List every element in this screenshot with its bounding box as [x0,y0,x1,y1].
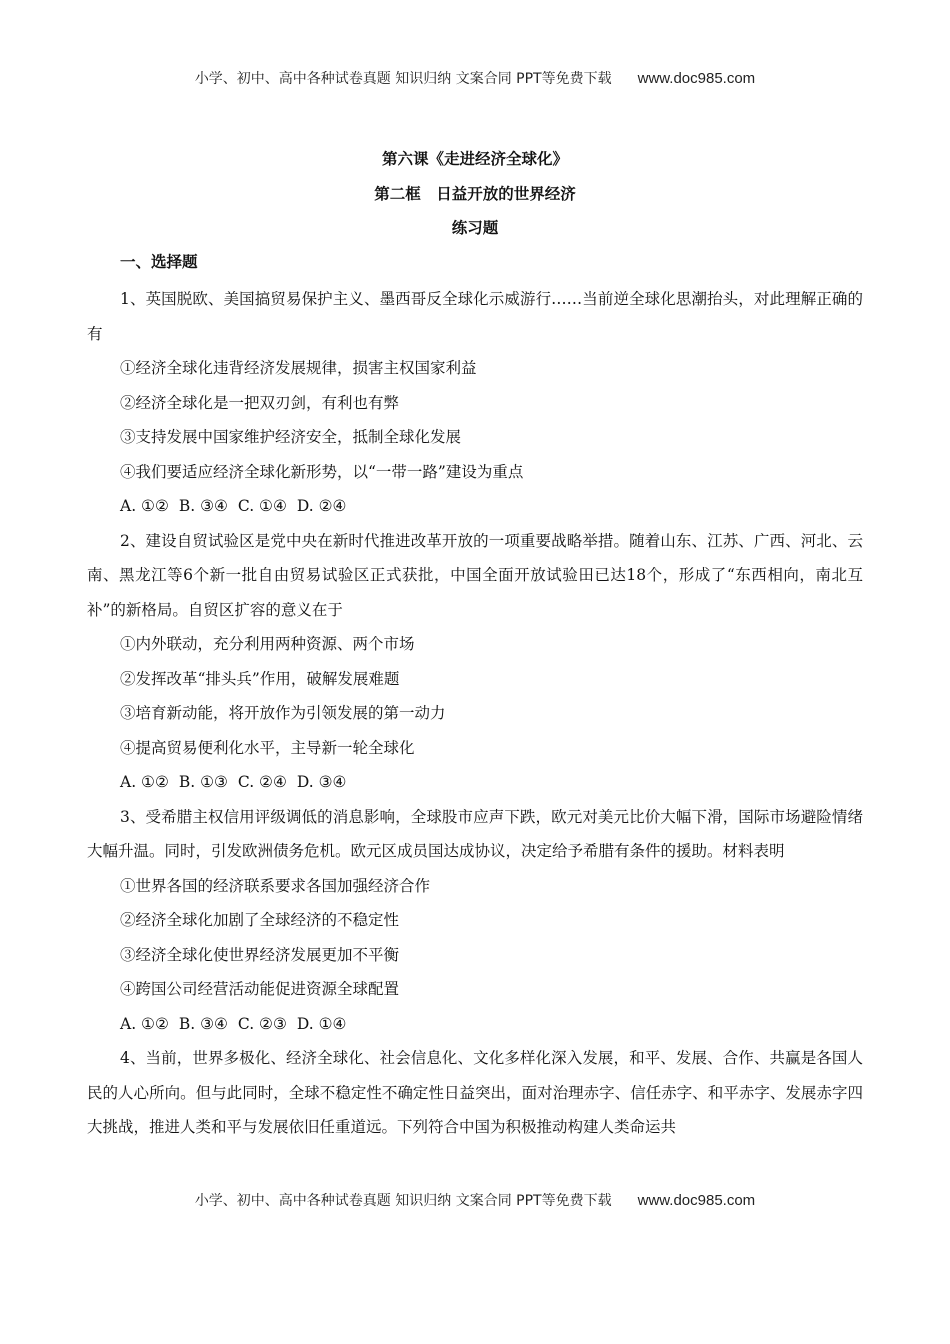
question-option: ③支持发展中国家维护经济安全，抵制全球化发展 [120,428,462,446]
question-stem: 3、受希腊主权信用评级调低的消息影响，全球股市应声下跌，欧元对美元比价大幅下滑，国际市场避险情绪大幅升温。同时，引发欧洲债务危机。欧元区成员国达成协议，决定给予希腊有条件的援助。材料表明 [87,807,863,860]
choice-b: B. ③④ [178,1014,228,1033]
choice-d: D. ①④ [296,1014,347,1033]
question-option: ③培育新动能，将开放作为引领发展的第一动力 [120,704,446,722]
section-heading: 一、选择题 [120,253,198,271]
question-list [87,282,863,1182]
question-option: ②发挥改革“排头兵”作用，破解发展难题 [120,669,400,688]
choice-c: C. ②③ [237,1014,287,1033]
answer-choices [87,765,863,800]
question-option: ④提高贸易便利化水平，主导新一轮全球化 [120,738,415,757]
header-text: 小学、初中、高中各种试卷真题 知识归纳 文案合同 PPT等免费下载 [194,71,612,87]
footer-url[interactable]: www.doc985.com [637,1192,756,1209]
question-option: ①经济全球化违背经济发展规律，损害主权国家利益 [120,359,477,377]
answer-choices [87,489,863,524]
page-header [0,68,950,88]
page-footer [0,1190,950,1210]
question-option: ②经济全球化是一把双刃剑，有利也有弊 [120,393,400,412]
choice-a: A. ①② [120,1014,169,1033]
choice-c: C. ①④ [237,497,287,515]
header-url[interactable]: www.doc985.com [637,70,756,87]
exercise-title: 练习题 [451,219,499,237]
choice-c: C. ②④ [237,773,287,791]
footer-text: 小学、初中、高中各种试卷真题 知识归纳 文案合同 PPT等免费下载 [194,1193,612,1209]
question-option: ④我们要适应经济全球化新形势，以“一带一路”建设为重点 [120,462,524,481]
question-option: ③经济全球化使世界经济发展更加不平衡 [120,945,400,964]
answer-choices [87,1007,863,1042]
question-stem: 2、建设自贸试验区是党中央在新时代推进改革开放的一项重要战略举措。随着山东、江苏、广西、河北、云南、黑龙江等6个新一批自由贸易试验区正式获批，中国全面开放试验田已达18个，形成了“东西相向，南北互补”的新格局。自贸区扩容的意义在于 [87,531,863,619]
frame-title: 第二框 日益开放的世界经济 [374,185,576,203]
choice-b: B. ③④ [178,497,228,515]
question-option: ①内外联动，充分利用两种资源、两个市场 [120,635,415,653]
choice-d: D. ②④ [296,497,347,515]
question-option: ①世界各国的经济联系要求各国加强经济合作 [120,876,431,895]
question-stem: 4、当前，世界多极化、经济全球化、社会信息化、文化多样化深入发展，和平、发展、合作、共赢是各国人民的人心所向。但与此同时，全球不稳定性不确定性日益突出，面对治理赤字、信任赤字、和平赤字、发展赤字四大挑战，推进人类和平与发展依旧任重道远。下列符合中国为积极推动构建人类命运共 [87,1049,863,1136]
question-option: ②经济全球化加剧了全球经济的不稳定性 [120,911,400,929]
choice-d: D. ③④ [296,773,347,791]
choice-b: B. ①③ [178,773,228,791]
lesson-title: 第六课《走进经济全球化》 [381,150,568,168]
choice-a: A. ①② [120,497,169,515]
question-stem: 1、英国脱欧、美国搞贸易保护主义、墨西哥反全球化示威游行……当前逆全球化思潮抬头，对此理解正确的有 [87,290,863,343]
question-option: ④跨国公司经营活动能促进资源全球配置 [120,980,400,998]
choice-a: A. ①② [120,773,169,791]
